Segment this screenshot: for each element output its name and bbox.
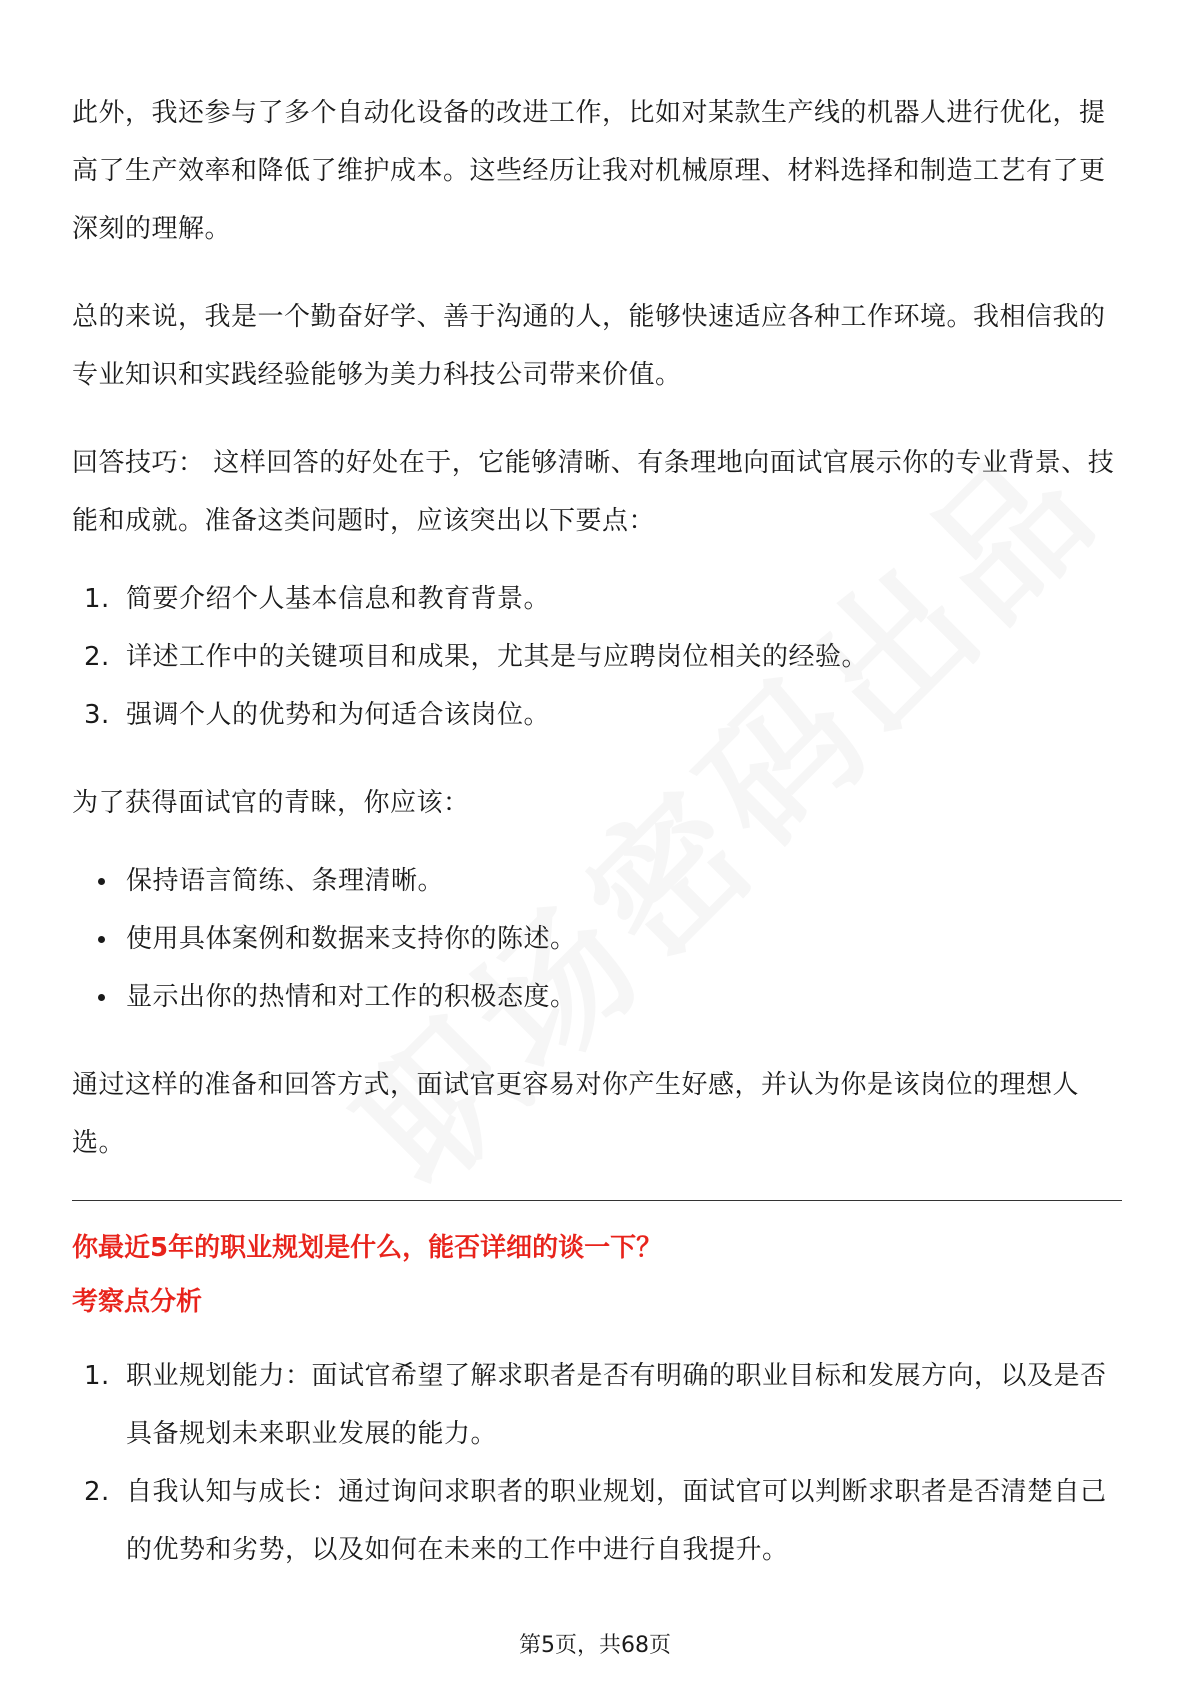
list-item: 显示出你的热情和对工作的积极态度。: [72, 968, 1122, 1026]
paragraph-tips: 回答技巧： 这样回答的好处在于，它能够清晰、有条理地向面试官展示你的专业背景、技能和成就。准备这类问题时，应该突出以下要点：: [72, 448, 1115, 536]
list-item: 1. 简要介绍个人基本信息和教育背景。: [84, 584, 551, 614]
list-item: 1. 职业规划能力：面试官希望了解求职者是否有明确的职业目标和发展方向，以及是否具备规划未来职业发展的能力。: [84, 1361, 1107, 1449]
tips-list: [72, 570, 1122, 744]
analysis-heading: 考察点分析: [72, 1287, 203, 1317]
list-item: 保持语言简练、条理清晰。: [72, 852, 1122, 910]
page-footer: 第5页，共68页: [519, 1633, 671, 1658]
list-item: 2. 详述工作中的关键项目和成果，尤其是与应聘岗位相关的经验。: [84, 642, 869, 672]
bullet-list: [72, 852, 1122, 1026]
question-heading: 你最近5年的职业规划是什么，能否详细的谈一下？: [72, 1233, 663, 1263]
paragraph-should: 为了获得面试官的青睐，你应该：: [72, 788, 470, 818]
document-body: [72, 84, 1122, 1609]
divider: [72, 1200, 1122, 1201]
paragraph-summary: 总的来说，我是一个勤奋好学、善于沟通的人，能够快速适应各种工作环境。我相信我的专业知识和实践经验能够为美力科技公司带来价值。: [72, 302, 1106, 390]
bullet-icon: [98, 994, 105, 1001]
list-item: 使用具体案例和数据来支持你的陈述。: [72, 910, 1122, 968]
paragraph-experience: 此外，我还参与了多个自动化设备的改进工作，比如对某款生产线的机器人进行优化，提高了生产效率和降低了维护成本。这些经历让我对机械原理、材料选择和制造工艺有了更深刻的理解。: [72, 98, 1106, 244]
bullet-icon: [98, 878, 105, 885]
list-item: 2. 自我认知与成长：通过询问求职者的职业规划，面试官可以判断求职者是否清楚自己的优势和劣势，以及如何在未来的工作中进行自我提升。: [84, 1477, 1107, 1565]
paragraph-conclusion: 通过这样的准备和回答方式，面试官更容易对你产生好感，并认为你是该岗位的理想人选。: [72, 1070, 1080, 1158]
analysis-list: [72, 1347, 1122, 1579]
bullet-icon: [98, 936, 105, 943]
list-item: 3. 强调个人的优势和为何适合该岗位。: [84, 700, 551, 730]
